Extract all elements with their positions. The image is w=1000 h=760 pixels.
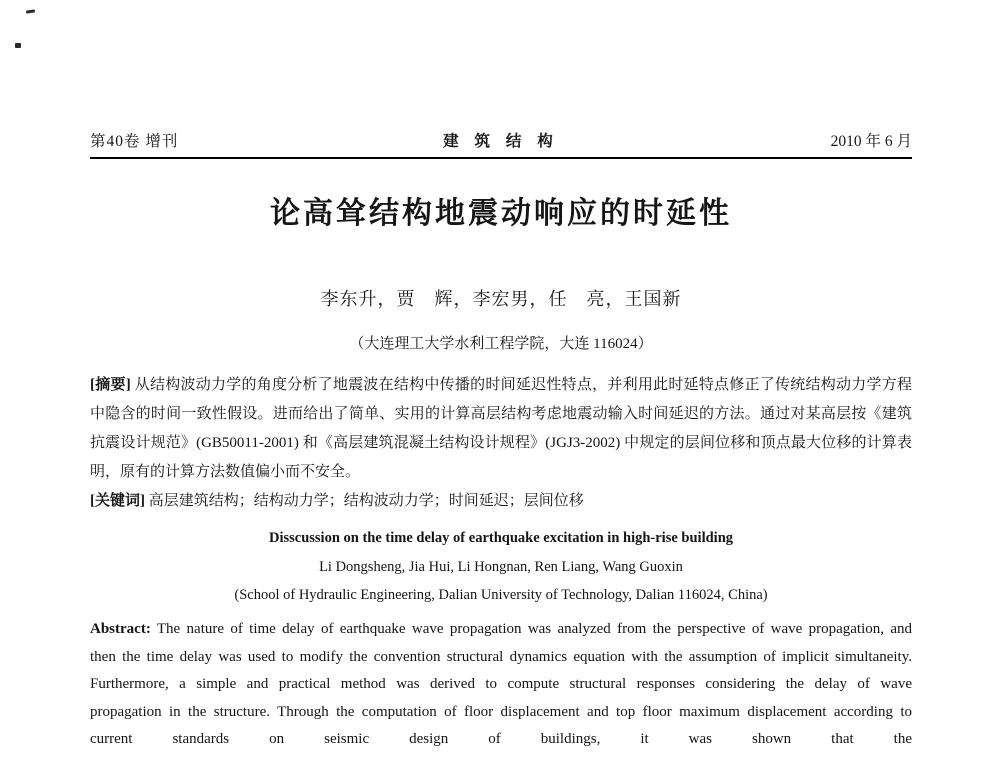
paper-title: 论高耸结构地震动响应的时延性 bbox=[270, 197, 732, 230]
affiliation: （大连理工大学水利工程学院，大连 116024） bbox=[349, 336, 653, 352]
english-abstract-label: Abstract: bbox=[90, 621, 151, 637]
paper-page bbox=[90, 0, 912, 754]
english-section bbox=[90, 528, 912, 754]
authors: 李东升，贾 辉，李宏男，任 亮，王国新 bbox=[320, 289, 682, 309]
chinese-keywords bbox=[90, 487, 912, 516]
volume-issue: 第40卷 增刊 bbox=[90, 133, 179, 150]
issue-date: 2010 年 6 月 bbox=[830, 133, 912, 150]
abstract-label: [摘要] bbox=[90, 377, 131, 393]
keywords-text: 高层建筑结构；结构动力学；结构波动力学；时间延迟；层间位移 bbox=[148, 493, 584, 509]
english-abstract bbox=[90, 616, 912, 754]
english-affiliation: (School of Hydraulic Engineering, Dalian University of Technology, Dalian 116024, China) bbox=[234, 587, 768, 603]
abstract-text: 从结构波动力学的角度分析了地震波在结构中传播的时间延迟性特点，并利用此时延特点修正了传统结构动力学方程中隐含的时间一致性假设。进而给出了简单、实用的计算高层结构考虑地震动输入时间延迟的方法。通过对某高层按《建筑抗震设计规范》(GB50011-2001) 和《高层建筑混凝土结构设计规程》(JGJ3-2002) 中规定的层间位移和顶点最大位移的计算表明，原有的计算方法数值偏小而不安全。 bbox=[90, 377, 912, 480]
keywords-label: [关键词] bbox=[90, 493, 145, 509]
english-authors: Li Dongsheng, Jia Hui, Li Hongnan, Ren Liang, Wang Guoxin bbox=[319, 559, 683, 575]
journal-header bbox=[90, 132, 912, 159]
chinese-abstract bbox=[90, 371, 912, 487]
scan-artifact bbox=[15, 43, 21, 48]
english-title: Disscussion on the time delay of earthquake excitation in high-rise building bbox=[268, 530, 734, 546]
journal-name: 建 筑 结 构 bbox=[443, 133, 559, 150]
english-abstract-text: The nature of time delay of earthquake wave propagation was analyzed from the perspective of wave propagation, and then the time delay was used to modify the convention structural dynamics equation with the assumption of implicit simultaneity. Furthermore, a simple and practical method was derived to compute structural responses considering the delay of wave propagation in the structure. Through the computation of floor displacement and top floor maximum displacement according to current standards on seismic design of buildings, it was shown that the bbox=[90, 621, 913, 747]
scan-artifact bbox=[26, 9, 35, 13]
